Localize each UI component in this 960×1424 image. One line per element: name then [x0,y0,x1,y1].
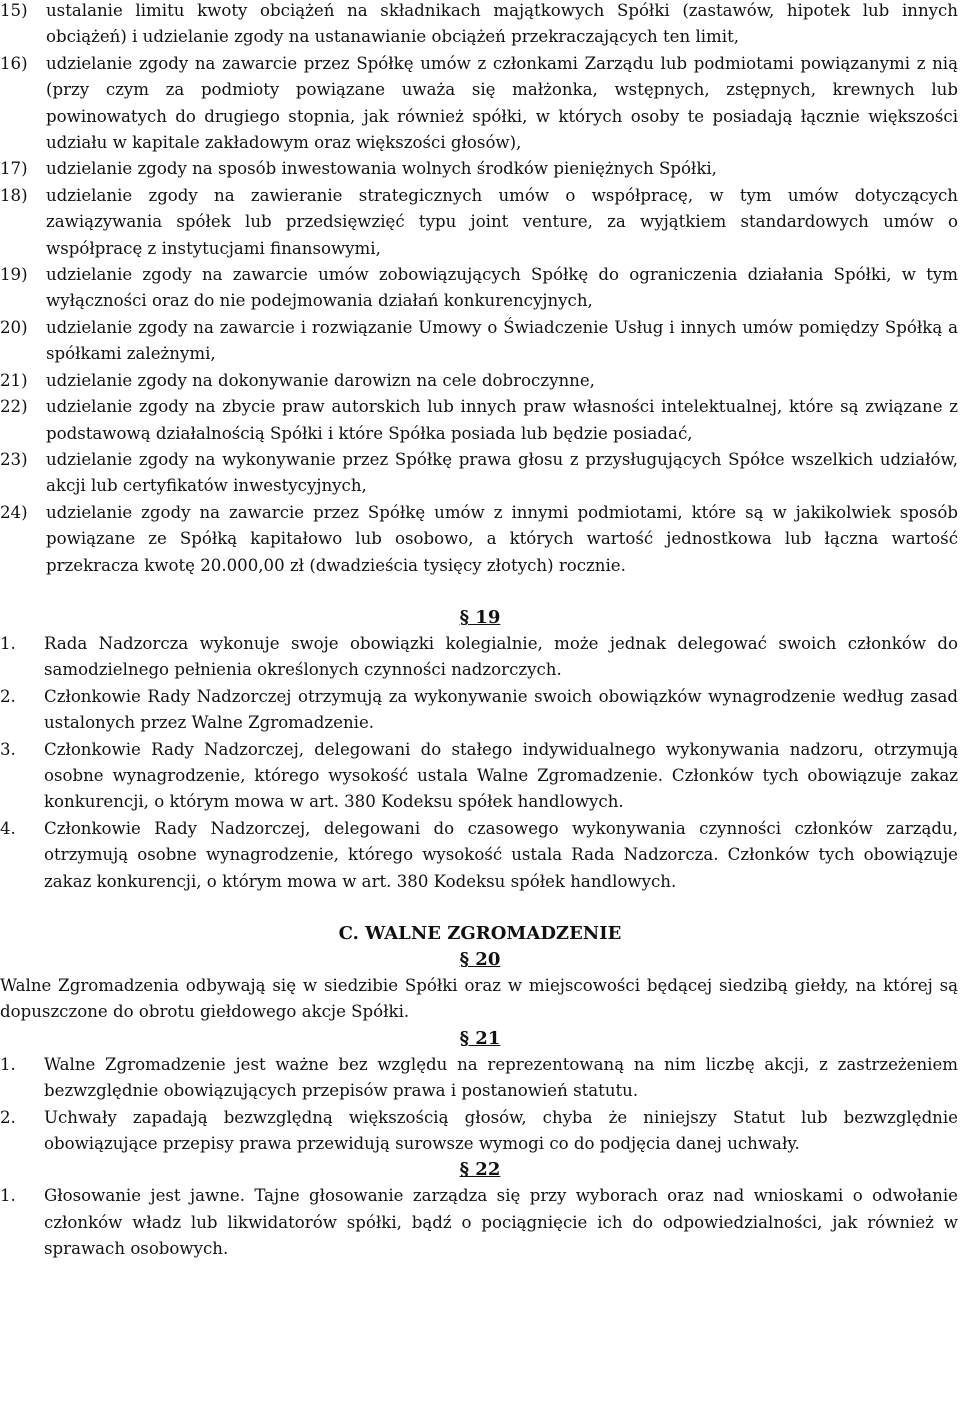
list-item [0,447,960,500]
list-item-number: 2. [0,1107,16,1127]
list-item-number: 23) [0,449,28,469]
list-item-text: Głosowanie jest jawne. Tajne głosowanie zarządza się przy wyborach oraz nad wnioskami o odwołanie członków władz lub likwidatorów spółki, bądź o pociągnięcie ich do odpowiedzialności, jak również w sprawach osobowych. [44,1186,958,1259]
list-item-text: Członkowie Rady Nadzorczej, delegowani do czasowego wykonywania czynności członków zarządu, otrzymują osobne wynagrodzenie, którego wysokość ustala Rada Nadzorcza. Członków tych obowiązuje zakaz konkurencji, o którym mowa w art. 380 Kodeksu spółek handlowych. [44,818,958,891]
list-item [0,315,960,368]
list-item-number: 21) [0,370,28,390]
list-item-number: 24) [0,502,28,522]
list-item [0,1105,960,1158]
section-heading-19: § 19 [459,606,501,628]
list-item-number: 19) [0,265,28,285]
section-heading-20: § 20 [459,949,501,970]
list-item [0,0,960,51]
list-item [0,816,960,895]
list-item-text: udzielanie zgody na zbycie praw autorskich lub innych praw własności intelektualnej, które są związane z podstawową działalnością Spółki i które Spółka posiada lub będzie posiadać, [46,397,958,443]
list-item-number: 16) [0,53,28,73]
list-item [0,631,960,684]
list-item-text: udzielanie zgody na zawieranie strategicznych umów o współpracę, w tym umów dotyczących zawiązywania spółek lub przedsięwzięć typu joint venture, za wyjątkiem standardowych umów o współpracę z instytucjami finansowymi, [46,185,958,258]
list-item-number: 18) [0,185,28,205]
list-item [0,51,960,157]
list-item [0,394,960,447]
spacer [0,895,960,921]
list-item [0,737,960,816]
section-heading-21: § 21 [459,1027,501,1049]
list-item-text: udzielanie zgody na zawarcie przez Spółkę umów z innymi podmiotami, które są w jakikolwiek sposób powiązane ze Spółką kapitałowo lub osobowo, a których wartość jednostkowa lub łączna wartość przekracza kwotę 20.000,00 zł (dwadzieścia tysięcy złotych) rocznie. [46,502,958,575]
list-item-text: udzielanie zgody na zawarcie przez Spółkę umów z członkami Zarządu lub podmiotami powiązanymi z nią (przy czym za podmioty powiązane uważa się małżonka, wstępnych, zstępnych, krewnych lub powinowatych do drugiego stopnia, jak również spółki, w których osoby te posiadają łącznie większości udziału w kapitale zakładowym oraz większości głosów), [46,53,958,153]
list-item-number: 15) [0,1,28,20]
chapter-heading: C. WALNE ZGROMADZENIE [338,923,622,944]
list-item [0,684,960,737]
list-item-text: ustalanie limitu kwoty obciążeń na składnikach majątkowych Spółki (zastawów, hipotek lub innych obciążeń) i udzielanie zgody na ustanawianie obciążeń przekraczających ten limit, [46,1,958,47]
list-item-number: 4. [0,818,16,838]
list-item [0,262,960,315]
list-item [0,368,960,394]
list-item-number: 1. [0,1054,16,1074]
list-item-text: Walne Zgromadzenie jest ważne bez względu na reprezentowaną na nim liczbę akcji, z zastrzeżeniem bezwzględnie obowiązujących przepisów prawa i postanowień statutu. [44,1054,958,1101]
list-item-text: Członkowie Rady Nadzorczej otrzymują za wykonywanie swoich obowiązków wynagrodzenie według zasad ustalonych przez Walne Zgromadzenie. [44,686,958,733]
list-item-text: udzielanie zgody na wykonywanie przez Spółkę prawa głosu z przysługujących Spółce wszelkich udziałów, akcji lub certyfikatów inwestycyjnych, [46,449,958,496]
list-item-text: udzielanie zgody na zawarcie umów zobowiązujących Spółkę do ograniczenia działania Spółki, w tym wyłączności oraz do nie podejmowania działań konkurencyjnych, [46,265,958,311]
list-item [0,156,960,182]
list-item-number: 20) [0,317,28,337]
list-item-text: Rada Nadzorcza wykonuje swoje obowiązki kolegialnie, może jednak delegować swoich członków do samodzielnego pełnienia określonych czynności nadzorczych. [44,633,958,680]
spacer [0,579,960,605]
list-item [0,500,960,579]
list-item-text: udzielanie zgody na zawarcie i rozwiązanie Umowy o Świadczenie Usług i innych umów pomiędzy Spółką a spółkami zależnymi, [46,317,958,364]
list-item [0,1183,960,1262]
list-item-text: udzielanie zgody na sposób inwestowania wolnych środków pieniężnych Spółki, [46,159,717,179]
list-item-number: 3. [0,739,16,759]
list-item-number: 2. [0,686,16,706]
list-item-number: 22) [0,397,28,417]
list-item-number: 17) [0,159,28,179]
list-item-number: 1. [0,1186,16,1206]
list-item [0,1052,960,1105]
list-item-text: Uchwały zapadają bezwzględną większością głosów, chyba że niniejszy Statut lub bezwzględnie obowiązujące przepisy prawa przewidują surowsze wymogi co do podjęcia danej uchwały. [44,1107,958,1154]
paragraph: Walne Zgromadzenia odbywają się w siedzibie Spółki oraz w miejscowości będącej siedzibą giełdy, na której są dopuszczone do obrotu giełdowego akcje Spółki. [0,976,958,1022]
list-item [0,183,960,262]
list-item-text: udzielanie zgody na dokonywanie darowizn na cele dobroczynne, [46,370,595,390]
list-item-text: Członkowie Rady Nadzorczej, delegowani do stałego indywidualnego wykonywania nadzoru, otrzymują osobne wynagrodzenie, którego wysokość ustala Walne Zgromadzenie. Członków tych obowiązuje zakaz konkurencji, o którym mowa w art. 380 Kodeksu spółek handlowych. [44,739,958,812]
section-heading-22: § 22 [459,1159,501,1181]
list-item-number: 1. [0,633,16,653]
